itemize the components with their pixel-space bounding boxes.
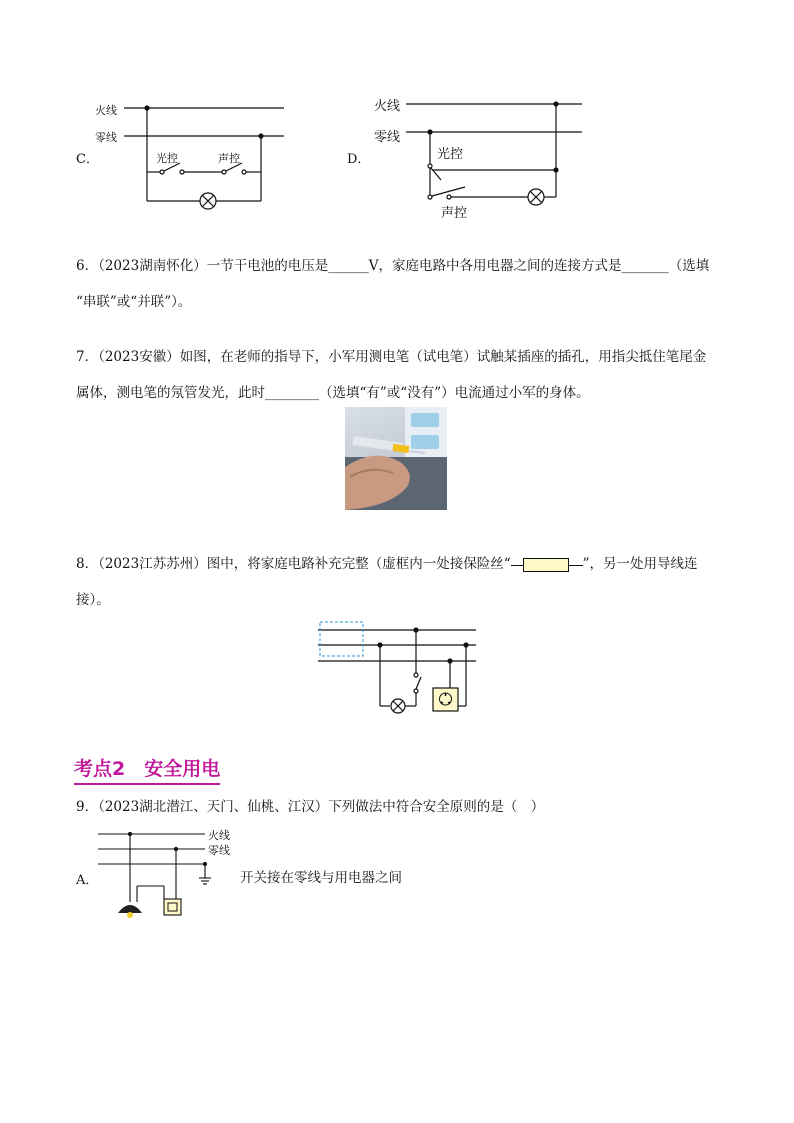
- section-title: 考点2 安全用电: [74, 756, 220, 785]
- question-6-line-2: “串联”或“并联”）。: [76, 294, 192, 310]
- fire-line-label: 火线: [208, 829, 230, 842]
- neutral-line-label: 零线: [374, 130, 401, 145]
- question-8-line-2: 接）。: [76, 592, 110, 608]
- neutral-line-label: 零线: [208, 844, 230, 857]
- option-a-text: 开关接在零线与用电器之间: [240, 870, 402, 886]
- sound-switch-label: 声控: [441, 206, 468, 221]
- question-8-line-1-start: 8．（2023江苏苏州）图中，将家庭电路补充完整（虚框内一处接保险丝“: [76, 556, 511, 572]
- question-7-line-2: 属体，测电笔的氖管发光，此时________（选填“有”或“没有”）电流通过小军的身体。: [76, 385, 590, 401]
- neutral-line-label: 零线: [95, 131, 117, 144]
- option-a-label: A．: [76, 873, 99, 888]
- light-switch-label: 光控: [156, 152, 178, 165]
- question-6-line-1: 6．（2023湖南怀化）一节干电池的电压是______V，家庭电路中各用电器之间的连接方式是_______（选填: [76, 258, 710, 274]
- question-7-line-1: 7．（2023安徽）如图，在老师的指导下，小军用测电笔（试电笔）试触某插座的插孔，用指尖抵住笔尾金: [76, 349, 707, 365]
- fire-line-label: 火线: [374, 99, 401, 114]
- question-9-stem: 9．（2023湖北潜江、天门、仙桃、江汉）下列做法中符合安全原则的是（ ）: [76, 799, 545, 815]
- sound-switch-label: 声控: [218, 152, 240, 165]
- question-8-line-1-end: ”，另一处用导线连: [582, 556, 698, 572]
- fire-line-label: 火线: [95, 104, 117, 117]
- light-switch-label: 光控: [437, 147, 464, 162]
- option-c-label: C．: [76, 152, 99, 167]
- option-d-label: D．: [347, 152, 371, 167]
